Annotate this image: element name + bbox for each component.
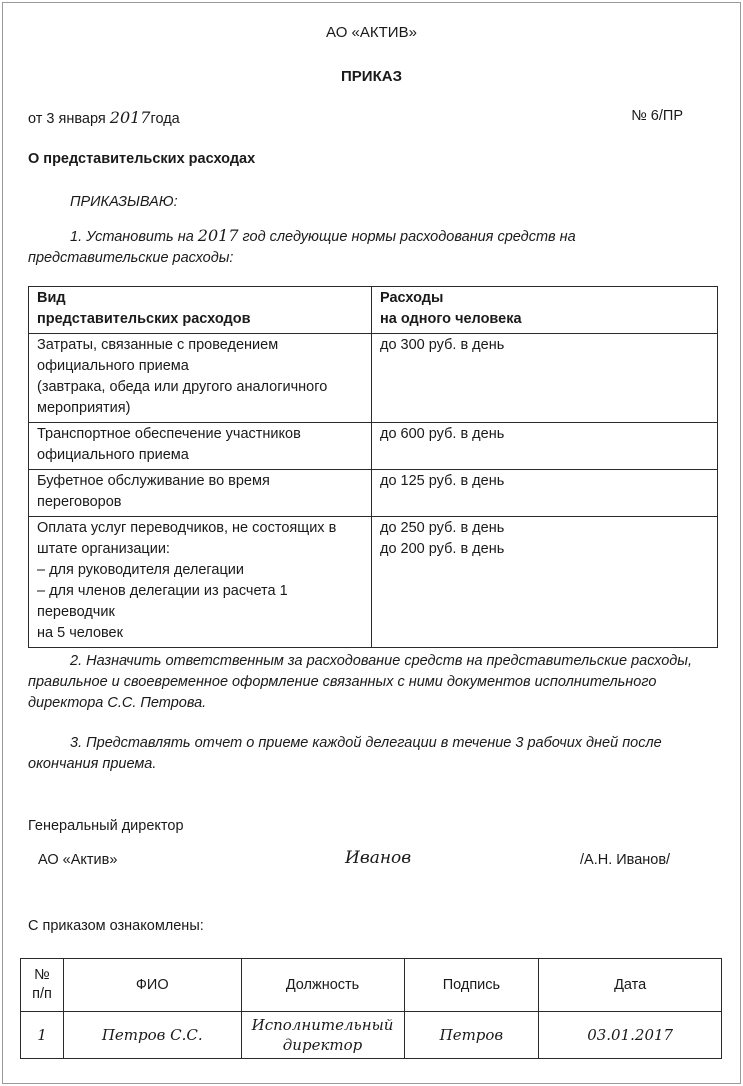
- director-position: Генеральный директор: [28, 818, 184, 834]
- p1-prefix: 1. Установить на: [70, 229, 198, 245]
- norms-header-cost: [372, 287, 718, 334]
- company-name: АО «АКТИВ»: [326, 24, 417, 41]
- cell-line: до 200 руб. в день: [380, 541, 505, 557]
- acknowledgement-table: [20, 958, 722, 1059]
- cell-line: Оплата услуг переводчиков, не состоящих в: [37, 520, 337, 536]
- cell-line: на 5 человек: [37, 625, 123, 641]
- paragraph-1: [28, 225, 718, 269]
- expense-cost: [372, 334, 718, 423]
- cell-line: официального приема: [37, 358, 189, 374]
- cell-line: штате организации:: [37, 541, 170, 557]
- cell-line: до 125 руб. в день: [380, 473, 505, 489]
- ack-header-row: [21, 959, 722, 1012]
- expense-cost: [372, 470, 718, 517]
- date-suffix: года: [150, 111, 180, 127]
- paragraph-2: [28, 651, 718, 714]
- cell-line: – для членов делегации из расчета 1: [37, 583, 288, 599]
- norms-header-row: [29, 287, 718, 334]
- col-signature: Подпись: [404, 959, 539, 1012]
- p1-suffix: год следующие нормы расходования средств на представительские расходы:: [28, 229, 576, 266]
- director-name: /А.Н. Иванов/: [580, 852, 671, 868]
- expense-type: [29, 470, 372, 517]
- table-row: [29, 334, 718, 423]
- signature-company: АО «Актив»: [38, 852, 118, 868]
- expense-type: [29, 517, 372, 648]
- norms-header-type: [29, 287, 372, 334]
- row-number: 1: [21, 1012, 64, 1059]
- header-line: на одного человека: [380, 311, 522, 327]
- expense-cost: [372, 423, 718, 470]
- expense-type: [29, 334, 372, 423]
- paragraph-3: [28, 733, 718, 775]
- col-position: Должность: [241, 959, 404, 1012]
- cell-line: официального приема: [37, 447, 189, 463]
- table-row: [29, 517, 718, 648]
- header-line: Вид: [37, 290, 66, 306]
- cell-line: (завтрака, обеда или другого аналогичного: [37, 379, 328, 395]
- header-line: Расходы: [380, 290, 444, 306]
- table-row: [29, 470, 718, 517]
- document-title: ПРИКАЗ: [341, 68, 402, 85]
- col-number: № п/п: [21, 959, 64, 1012]
- col-name: ФИО: [63, 959, 241, 1012]
- employee-position: Исполнительный директор: [241, 1012, 404, 1059]
- table-row: [29, 423, 718, 470]
- p3-text: 3. Представлять отчет о приеме каждой делегации в течение 3 рабочих дней после окончания приема.: [28, 735, 662, 772]
- cell-line: Буфетное обслуживание во время: [37, 473, 270, 489]
- p2-text: 2. Назначить ответственным за расходование средств на представительские расходы, правильное и своевременное оформление связанных с ними документов исполнительного директора С.С. Петрова.: [28, 653, 693, 711]
- employee-signature: Петров: [404, 1012, 539, 1059]
- cell-line: Транспортное обеспечение участников: [37, 426, 301, 442]
- table-row: [21, 1012, 722, 1059]
- cell-line: мероприятия): [37, 400, 131, 416]
- col-date: Дата: [539, 959, 722, 1012]
- employee-name: Петров С.С.: [63, 1012, 241, 1059]
- cell-line: переводчик: [37, 604, 115, 620]
- order-number: № 6/ПР: [631, 108, 683, 124]
- date-prefix: от 3 января: [28, 111, 110, 127]
- cell-line: переговоров: [37, 494, 122, 510]
- cell-line: до 250 руб. в день: [380, 520, 505, 536]
- header-line: представительских расходов: [37, 311, 251, 327]
- expense-cost: [372, 517, 718, 648]
- cell-line: до 300 руб. в день: [380, 337, 505, 353]
- order-subject: О представительских расходах: [28, 151, 256, 167]
- p1-year: 2017: [197, 226, 239, 245]
- acknowledgement-label: С приказом ознакомлены:: [28, 918, 204, 934]
- ack-date: 03.01.2017: [539, 1012, 722, 1059]
- cell-line: до 600 руб. в день: [380, 426, 505, 442]
- date-year: 2017: [109, 108, 151, 127]
- cell-line: – для руководителя делегации: [37, 562, 244, 578]
- expense-type: [29, 423, 372, 470]
- norms-table: [28, 286, 718, 648]
- order-date: [28, 108, 180, 127]
- cell-line: Затраты, связанные с проведением: [37, 337, 279, 353]
- order-word: ПРИКАЗЫВАЮ:: [70, 194, 178, 210]
- director-signature: Иванов: [345, 848, 412, 868]
